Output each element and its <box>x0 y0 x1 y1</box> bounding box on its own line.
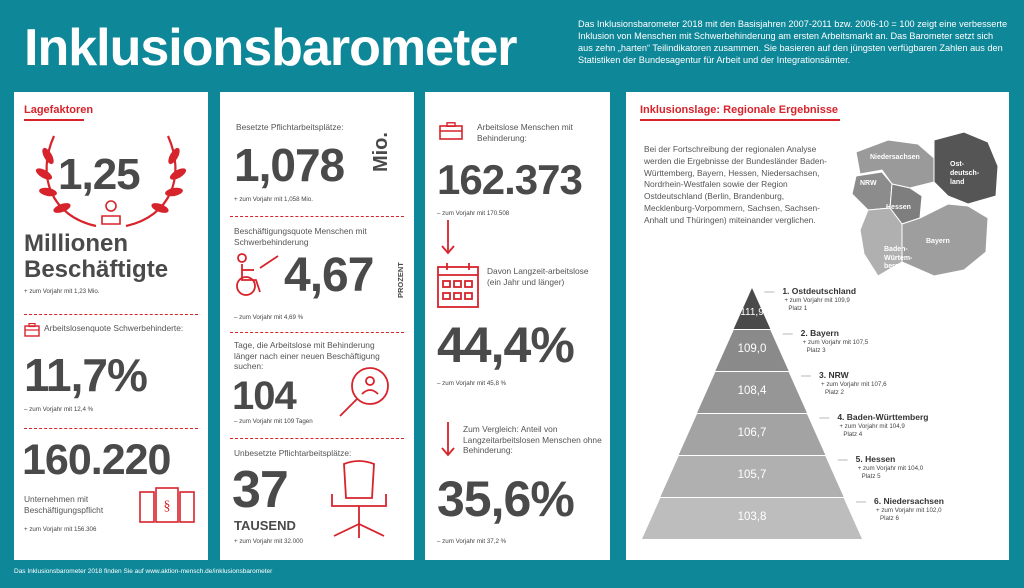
map-label-baden-wuerttemberg: Baden-Würtem-berg <box>884 246 913 270</box>
panel-pflichtarbeitsplaetze <box>220 92 414 560</box>
divider <box>230 438 404 439</box>
pyramid-region-platz: Platz 4 <box>843 431 863 438</box>
tage-label: Tage, die Arbeitslose mit Behinderung länger nach einer neuen Beschäftigung suchen: <box>234 340 380 371</box>
pyramid-region-prev: + zum Vorjahr mit 107,6 <box>821 381 887 388</box>
map-label-bayern: Bayern <box>926 238 950 245</box>
pyramid-region-prev: + zum Vorjahr mit 107,5 <box>802 339 869 346</box>
company-building-icon <box>138 486 196 524</box>
pyramid-region-platz: Platz 1 <box>788 305 808 312</box>
svg-text:§: § <box>163 499 171 514</box>
pyramid-region-platz: Platz 2 <box>825 389 844 396</box>
lagefaktor-value: 1,25 <box>58 150 140 199</box>
unbesetzt-label: Unbesetzte Pflichtarbeitsplätze: <box>234 448 352 458</box>
beschaeftigte-value: Millionen <box>24 230 128 257</box>
unbesetzt-value: 37 <box>232 461 288 519</box>
besetzt-label: Besetzte Pflichtarbeitsplätze: <box>236 122 344 132</box>
unternehmen-value: 160.220 <box>22 436 171 484</box>
intro-text: Das Inklusionsbarometer 2018 mit den Basisjahren 2007-2011 bzw. 2006-10 = 100 zeigt eine verbesserte Inklusion von Menschen mit Schwerbehinderung am ersten Arbeitsmarkt an. Das Barometer setzt sich aus zehn „harten“ Teilindikatoren zusammen. Sie basieren auf den jüngsten verfügbaren Zahlen aus den Statistiken der Bundesagentur für Arbeit und der Integrationsämter. <box>578 19 1008 65</box>
magnifier-person-icon <box>336 362 394 420</box>
besetzt-prev: + zum Vorjahr mit 1,058 Mio. <box>234 196 313 203</box>
pyramid-region-label: 2. Bayern <box>800 328 839 338</box>
tage-prev: – zum Vorjahr mit 109 Tagen <box>234 418 313 425</box>
vergleich-value: 35,6% <box>437 471 574 527</box>
beschaeftigte-label: Beschäftigte <box>24 256 169 283</box>
pyramid-value: 103,8 <box>737 511 767 524</box>
divider <box>230 332 404 333</box>
pyramid-region-prev: + zum Vorjahr mit 104,0 <box>857 465 924 472</box>
vergleich-prev: – zum Vorjahr mit 37,2 % <box>437 538 507 545</box>
pyramid-region-label: 5. Hessen <box>855 454 896 464</box>
map-label-niedersachsen: Niedersachsen <box>870 154 920 161</box>
arbeitslose-prev: – zum Vorjahr mit 170.508 <box>437 210 510 217</box>
footer-note: Das Inklusionsbarometer 2018 finden Sie auf www.aktion-mensch.de/inklusionsbarometer <box>14 568 273 575</box>
langzeit-prev: – zum Vorjahr mit 45,8 % <box>437 380 507 387</box>
arbeitslosenquote-prev: – zum Vorjahr mit 12,4 % <box>24 406 94 413</box>
unbesetzt-prev: + zum Vorjahr mit 32.000 <box>234 538 303 545</box>
briefcase-icon <box>439 122 463 140</box>
pyramid-region-label: 3. NRW <box>819 370 849 380</box>
arbeitslosenquote-label: Arbeitslosenquote Schwerbehinderte: <box>44 323 184 333</box>
divider <box>24 314 198 315</box>
panel-lagefaktoren <box>14 92 208 560</box>
pyramid-region-label: 4. Baden-Württemberg <box>837 412 929 422</box>
ranking-pyramid <box>626 92 1009 560</box>
tage-value: 104 <box>232 374 296 418</box>
pyramid-region-label: 1. Ostdeutschland <box>782 286 857 296</box>
quote-value: 4,67 <box>284 249 374 302</box>
pyramid-value: 111,9 <box>740 306 764 318</box>
map-label-nrw: NRW <box>860 180 877 187</box>
calendar-icon <box>437 262 479 308</box>
arrow-down-icon <box>441 422 455 458</box>
briefcase-icon <box>24 323 40 337</box>
pyramid-region-platz: Platz 6 <box>880 515 899 522</box>
panel-regionale-ergebnisse <box>626 92 1009 560</box>
wheelchair-user-icon <box>232 252 282 298</box>
page-title: Inklusionsbarometer <box>24 19 517 77</box>
map-label-ostdeutschland: Ost-deutsch-land <box>950 161 980 186</box>
unternehmen-label: Unternehmen mit Beschäftigungspflicht <box>24 494 104 515</box>
vergleich-label: Zum Vergleich: Anteil von Langzeitarbeitslosen Menschen ohne Behinderung: <box>463 424 602 455</box>
divider <box>24 428 198 429</box>
quote-prev: – zum Vorjahr mit 4,69 % <box>234 314 304 321</box>
pyramid-value: 105,7 <box>737 469 767 482</box>
panel-arbeitslose <box>425 92 610 560</box>
title-underline <box>24 119 84 121</box>
section-title-lagefaktoren: Lagefaktoren <box>24 104 94 116</box>
unbesetzt-unit: TAUSEND <box>234 518 296 533</box>
office-chair-icon <box>324 458 394 546</box>
pyramid-region-prev: + zum Vorjahr mit 104,9 <box>839 423 905 430</box>
section-title-regional: Inklusionslage: Regionale Ergebnisse <box>640 104 839 116</box>
unternehmen-prev: + zum Vorjahr mit 156.306 <box>24 526 97 533</box>
arrow-down-icon <box>441 220 455 256</box>
pyramid-region-label: 6. Niedersachsen <box>874 496 944 506</box>
pyramid-value: 109,0 <box>737 343 767 356</box>
pyramid-value: 108,4 <box>737 385 767 398</box>
pyramid-region-prev: + zum Vorjahr mit 109,9 <box>784 297 850 304</box>
langzeit-label: Davon Langzeit-arbeitslose (ein Jahr und länger) <box>487 266 589 287</box>
map-label-hessen: Hessen <box>886 204 911 211</box>
quote-label: Beschäftigungsquote Menschen mit Schwerbehinderung <box>234 226 367 247</box>
beschaeftigte-prev: + zum Vorjahr mit 1,23 Mio. <box>24 288 100 295</box>
arbeitslosenquote-value: 11,7% <box>24 349 147 401</box>
besetzt-unit: Mio. <box>370 132 392 172</box>
pyramid-value: 106,7 <box>737 427 767 440</box>
pyramid-region-platz: Platz 5 <box>861 473 881 480</box>
arbeitslose-value: 162.373 <box>437 156 582 203</box>
quote-unit: PROZENT <box>396 262 405 298</box>
pyramid-region-prev: + zum Vorjahr mit 102,0 <box>876 507 942 514</box>
arbeitslose-label: Arbeitslose Menschen mit Behinderung: <box>477 122 573 143</box>
langzeit-value: 44,4% <box>437 317 574 373</box>
divider <box>230 216 404 217</box>
besetzt-value: 1,078 <box>234 139 345 191</box>
pyramid-region-platz: Platz 3 <box>806 347 826 354</box>
regional-text: Bei der Fortschreibung der regionalen Analyse werden die Ergebnisse der Bundesländer Baden-Württemberg, Bayern, Hessen, Niedersachsen, Nordrhein-Westfalen sowie der Region Ostdeutschland (Berlin, Brandenburg, Mecklenburg-Vorpommern, Sachsen, Sachsen-Anhalt und Thüringen) miteinander verglichen. <box>644 144 827 225</box>
